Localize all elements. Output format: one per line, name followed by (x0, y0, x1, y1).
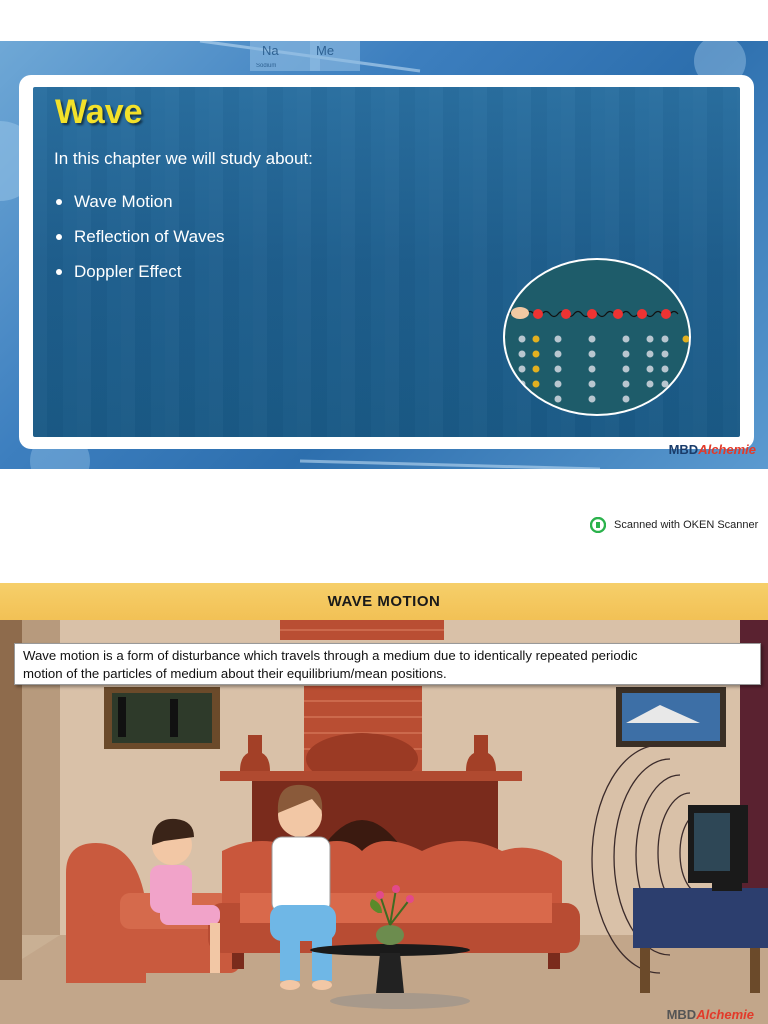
topic-item: Reflection of Waves (53, 227, 225, 262)
brand-logo: MBDAlchemie (668, 442, 756, 457)
bg-symbol-sodium: Sodium (256, 63, 277, 69)
scanner-watermark (590, 517, 758, 533)
slide-title-bar (0, 583, 768, 620)
topic-item: Wave Motion (53, 192, 225, 227)
wave-chapter-slide (0, 41, 768, 469)
slide-title: Wave (55, 93, 143, 131)
content-panel (33, 87, 740, 437)
bg-symbol-na: Na (262, 43, 279, 58)
definition-box (14, 643, 761, 685)
intro-text: In this chapter we will study about: (54, 149, 313, 168)
bg-symbol-me: Me (316, 43, 335, 58)
slide-title: WAVE MOTION (327, 593, 441, 610)
definition-line: motion of the particles of medium about their equilibrium/mean positions. (23, 666, 447, 681)
bullet-icon (56, 199, 62, 205)
scanner-label: Scanned with OKEN Scanner (614, 519, 759, 531)
tv-table (633, 888, 768, 948)
bullet-icon (56, 269, 62, 275)
definition-line: Wave motion is a form of disturbance which travels through a medium due to identically repeated periodic (23, 648, 638, 663)
scanner-logo-icon (590, 517, 606, 533)
brand-logo: MBDAlchemie (666, 1007, 754, 1022)
bullet-icon (56, 234, 62, 240)
hand-icon (511, 307, 529, 319)
topic-item: Doppler Effect (53, 262, 225, 297)
wave-motion-slide (0, 583, 768, 1024)
topic-list (53, 192, 225, 297)
wave-particles-illustration (500, 257, 694, 422)
